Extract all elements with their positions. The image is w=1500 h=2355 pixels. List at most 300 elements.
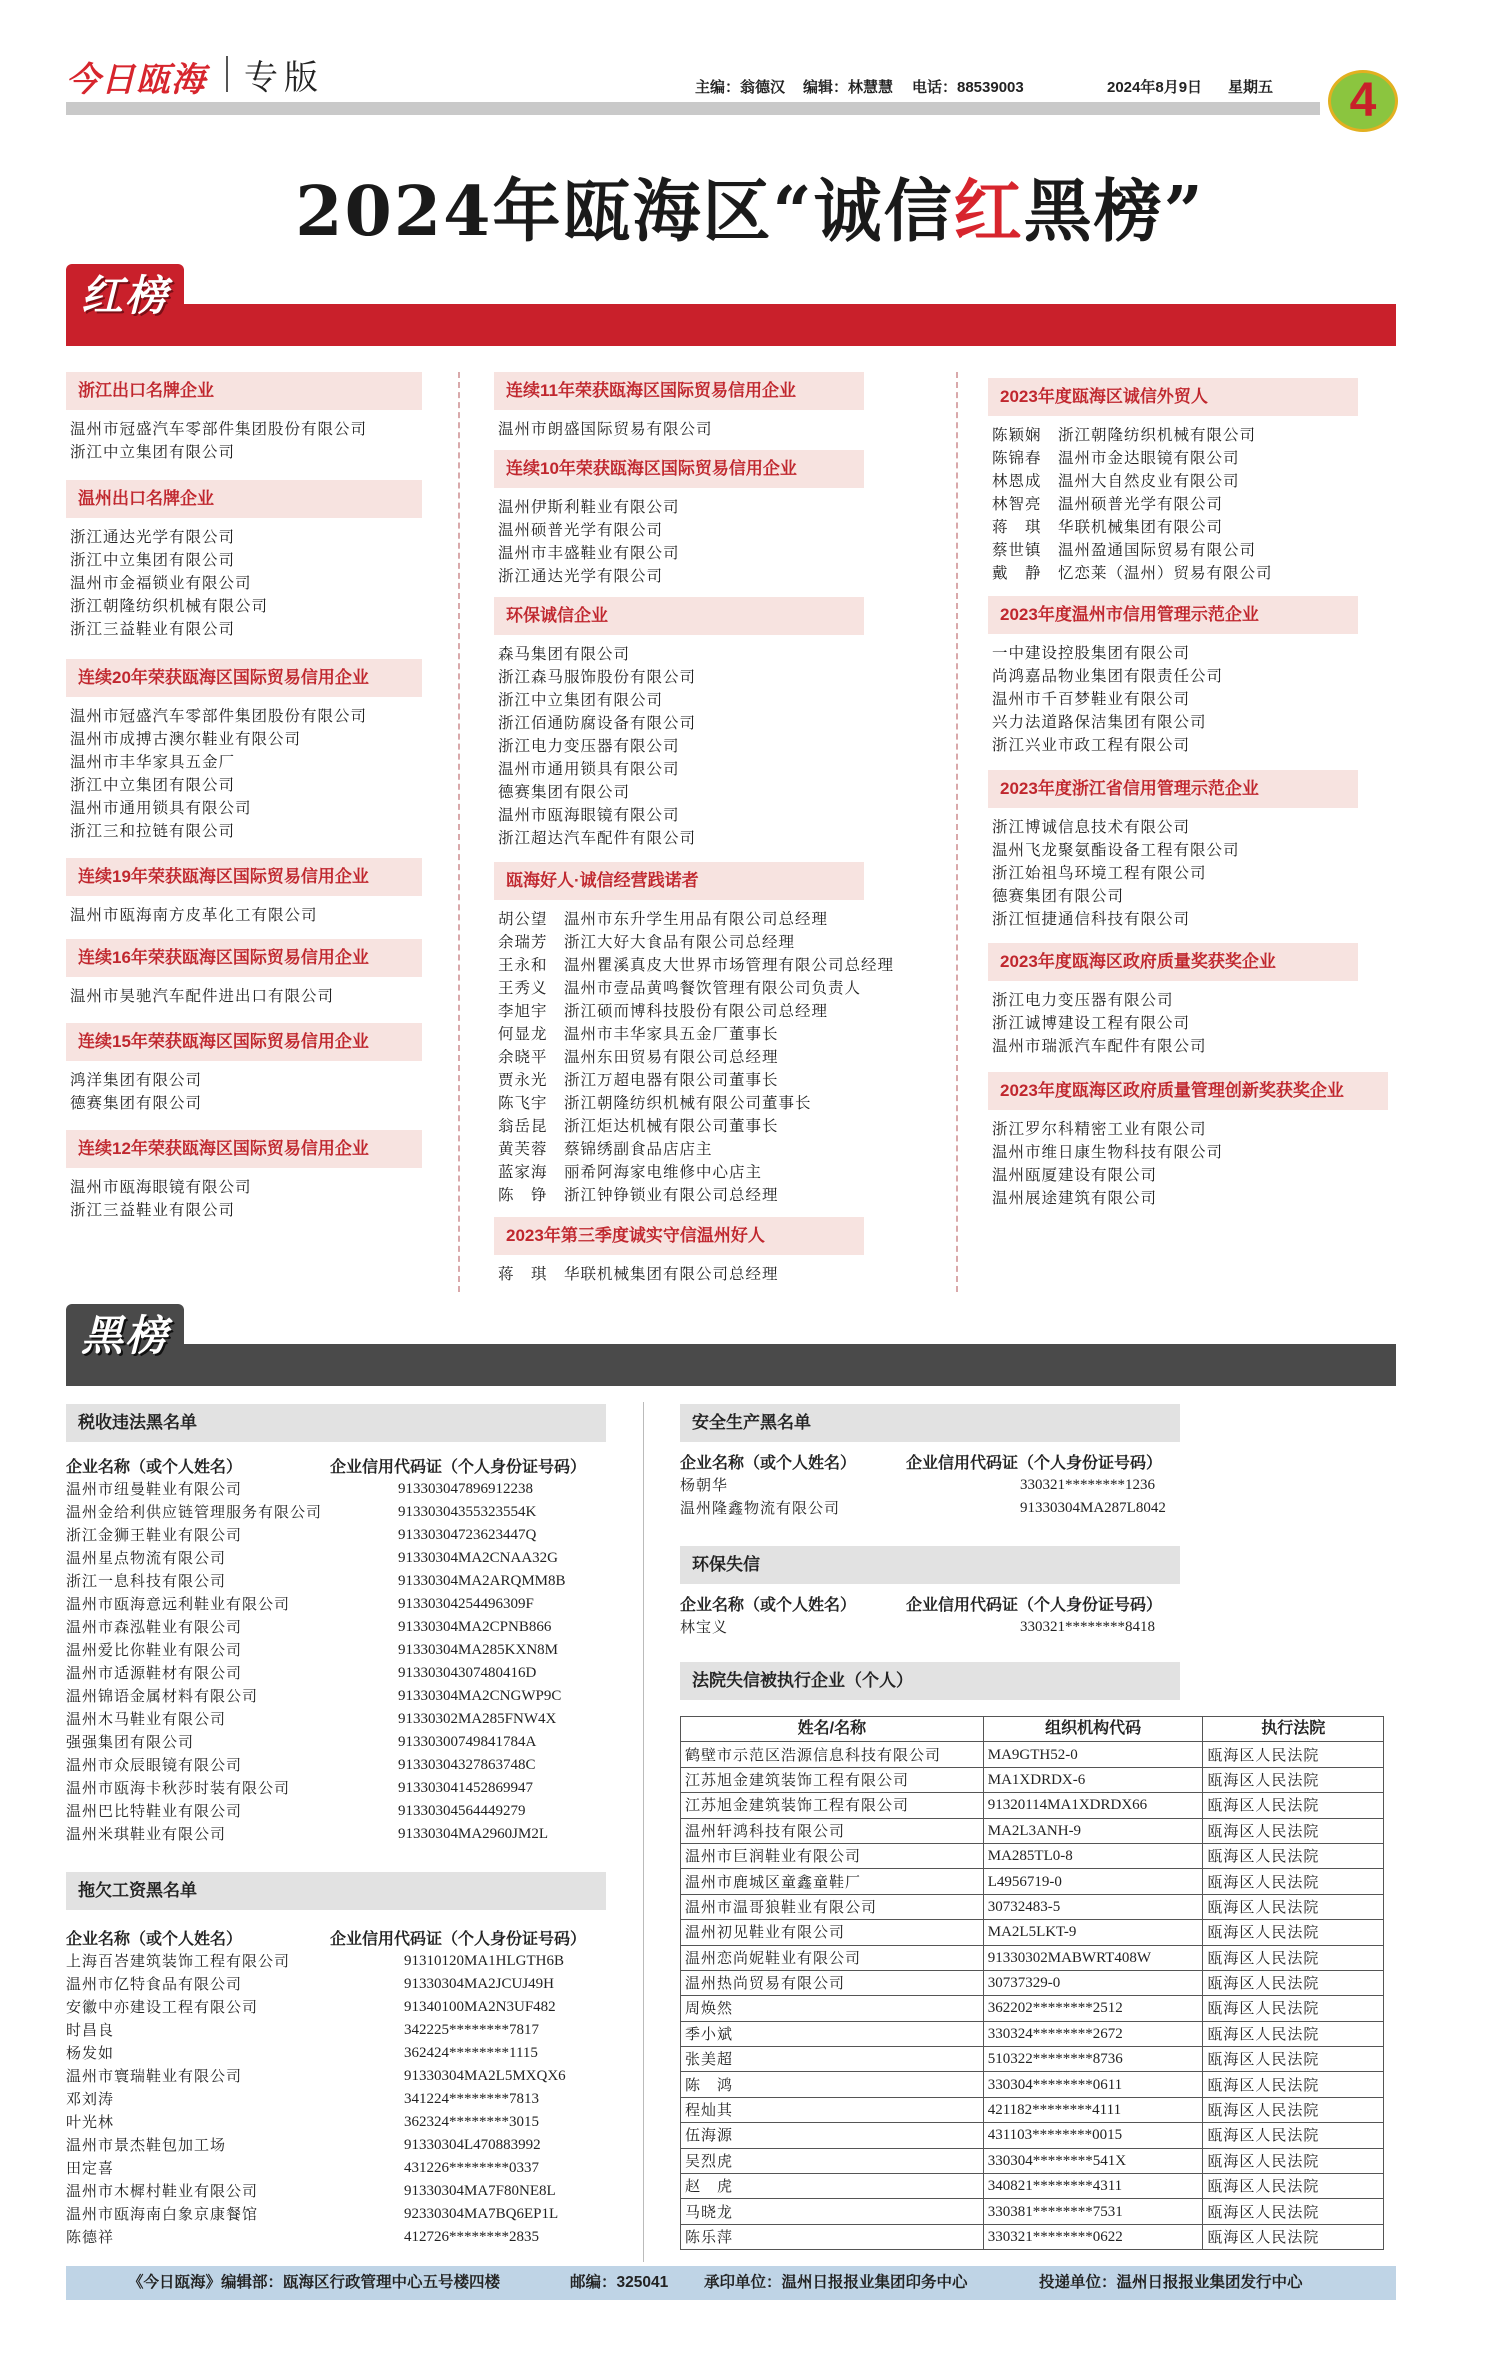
wage-blacklist-rows [66, 1950, 626, 2249]
blacklist-name: 强强集团有限公司 [66, 1733, 195, 1751]
award-block [494, 450, 864, 588]
court-cell-name: 江苏旭金建筑装饰工程有限公司 [681, 1793, 984, 1818]
award-block [66, 1023, 422, 1115]
award-list-item: 温州瓯厦建设有限公司 [992, 1166, 1158, 1184]
award-list-item: 尚鸿嘉品物业集团有限责任公司 [992, 667, 1224, 685]
court-cell-name: 温州市鹿城区童鑫童鞋厂 [681, 1869, 984, 1894]
court-cell-code: 30737329-0 [983, 1970, 1203, 1995]
blacklist-row [680, 1474, 1200, 1497]
award-list-item: 浙江三和拉链有限公司 [70, 822, 236, 840]
award-heading: 连续16年荣获瓯海区国际贸易信用企业 [66, 939, 422, 977]
award-list-item: 浙江朝隆纺织机械有限公司 [70, 597, 269, 615]
award-list-item: 浙江博诚信息技术有限公司 [992, 818, 1191, 836]
blacklist-code: 362424********1115 [404, 2045, 538, 2061]
blacklist-code: 91330304MA2960JM2L [398, 1826, 549, 1842]
blacklist-row [66, 2203, 626, 2226]
blacklist-row [66, 1593, 626, 1616]
court-cell-court: 瓯海区人民法院 [1203, 1767, 1384, 1792]
blacklist-row [66, 2226, 626, 2249]
court-cell-code: 330321********0622 [983, 2224, 1203, 2249]
court-cell-code: 330324********2672 [983, 2021, 1203, 2046]
court-table-row [681, 2097, 1384, 2122]
court-table-row [681, 2123, 1384, 2148]
blacklist-name: 温州市木樨村鞋业有限公司 [66, 2182, 259, 2200]
award-list-item: 陈颖娴 浙江朝隆纺织机械有限公司 [992, 426, 1257, 444]
court-cell-name: 温州轩鸿科技有限公司 [681, 1818, 984, 1843]
court-cell-court: 瓯海区人民法院 [1203, 1818, 1384, 1843]
court-cell-court: 瓯海区人民法院 [1203, 2072, 1384, 2097]
blacklist-row [66, 1996, 626, 2019]
award-list-item: 温州市千百梦鞋业有限公司 [992, 690, 1191, 708]
court-cell-court: 瓯海区人民法院 [1203, 1793, 1384, 1818]
award-list-item: 浙江佰通防腐设备有限公司 [498, 714, 697, 732]
court-table-row [681, 1945, 1384, 1970]
award-block [66, 1130, 422, 1222]
court-cell-name: 陈 鸿 [681, 2072, 984, 2097]
award-block [988, 378, 1388, 585]
award-list-item: 浙江电力变压器有限公司 [498, 737, 680, 755]
court-cell-code: 510322********8736 [983, 2047, 1203, 2072]
court-table-row [681, 1920, 1384, 1945]
blacklist-name: 温州星点物流有限公司 [66, 1549, 227, 1567]
red-list-tag: 红榜 [66, 264, 184, 328]
court-cell-code: 431103********0015 [983, 2123, 1203, 2148]
award-list-item: 贾永光 浙江万超电器有限公司董事长 [498, 1071, 779, 1089]
red-list-banner [66, 304, 1396, 346]
footer-distributor: 投递单位：温州日报报业集团发行中心 [1039, 2274, 1303, 2291]
award-block [66, 939, 422, 1008]
blacklist-name: 叶光林 [66, 2113, 115, 2131]
award-list-item: 温州市成搏古澳尔鞋业有限公司 [70, 730, 302, 748]
court-cell-name: 温州市巨润鞋业有限公司 [681, 1843, 984, 1868]
env-blacklist-rows [680, 1616, 1200, 1639]
award-list-item: 李旭宇 浙江硕而博科技股份有限公司总经理 [498, 1002, 829, 1020]
award-list [66, 977, 422, 1008]
court-cell-court: 瓯海区人民法院 [1203, 2224, 1384, 2249]
award-list-item: 余晓平 温州东田贸易有限公司总经理 [498, 1048, 779, 1066]
court-cell-court: 瓯海区人民法院 [1203, 1920, 1384, 1945]
award-list [494, 410, 864, 441]
award-list-item: 浙江超达汽车配件有限公司 [498, 829, 697, 847]
award-list [988, 808, 1388, 931]
blacklist-name: 温州市适源鞋材有限公司 [66, 1664, 243, 1682]
award-list-item: 浙江三益鞋业有限公司 [70, 1201, 236, 1219]
wage-col-name-header: 企业名称（或个人姓名） [66, 1931, 243, 1948]
court-table-row [681, 1970, 1384, 1995]
blacklist-code: 91330304MA2CNAA32G [398, 1550, 559, 1566]
award-list-item: 温州市瓯海眼镜有限公司 [70, 1178, 252, 1196]
blacklist-row [66, 1501, 626, 1524]
award-list [494, 900, 895, 1207]
award-list-item: 温州市维日康生物科技有限公司 [992, 1143, 1224, 1161]
award-list-item: 陈锦春 温州市金达眼镜有限公司 [992, 449, 1240, 467]
court-cell-name: 温州市温哥狼鞋业有限公司 [681, 1894, 984, 1919]
court-cell-court: 瓯海区人民法院 [1203, 2148, 1384, 2173]
court-cell-name: 赵 虎 [681, 2174, 984, 2199]
award-list-item: 浙江通达光学有限公司 [70, 528, 236, 546]
court-cell-name: 张美超 [681, 2047, 984, 2072]
court-cell-court: 瓯海区人民法院 [1203, 1945, 1384, 1970]
award-heading: 2023年度温州市信用管理示范企业 [988, 596, 1358, 634]
court-table-row [681, 1742, 1384, 1767]
page-title [0, 158, 1500, 255]
blacklist-row [66, 1524, 626, 1547]
blacklist-name: 邓刘涛 [66, 2090, 115, 2108]
footer-postcode: 邮编：325041 [570, 2274, 669, 2291]
blacklist-name: 温州米琪鞋业有限公司 [66, 1825, 227, 1843]
blacklist-name: 温州市寰瑞鞋业有限公司 [66, 2067, 243, 2085]
award-heading: 2023年度浙江省信用管理示范企业 [988, 770, 1358, 808]
court-cell-court: 瓯海区人民法院 [1203, 1970, 1384, 1995]
award-list [66, 518, 422, 641]
award-heading: 2023年度瓯海区政府质量管理创新奖获奖企业 [988, 1072, 1388, 1110]
blacklist-row [66, 1478, 626, 1501]
blacklist-code: 91330304MA2CNGWP9C [398, 1688, 562, 1704]
footer-printer: 承印单位：温州日报报业集团印务中心 [704, 2274, 968, 2291]
blacklist-row [66, 2180, 626, 2203]
blacklist-name: 陈德祥 [66, 2228, 115, 2246]
award-list-item: 温州市丰盛鞋业有限公司 [498, 544, 680, 562]
blacklist-row [66, 2019, 626, 2042]
blacklist-name: 温州爱比你鞋业有限公司 [66, 1641, 243, 1659]
editor-in-chief: 主编：翁德汉 [695, 79, 786, 96]
award-list-item: 鸿洋集团有限公司 [70, 1071, 203, 1089]
award-block [494, 597, 864, 850]
award-list-item: 温州市瑞派汽车配件有限公司 [992, 1037, 1207, 1055]
safety-col-code-header: 企业信用代码证（个人身份证号码） [906, 1455, 1163, 1472]
court-cell-code: 330381********7531 [983, 2199, 1203, 2224]
black-list-banner [66, 1344, 1396, 1386]
blacklist-name: 杨朝华 [680, 1476, 729, 1494]
court-cell-court: 瓯海区人民法院 [1203, 2097, 1384, 2122]
court-table-row [681, 1996, 1384, 2021]
env-col-code-header: 企业信用代码证（个人身份证号码） [906, 1597, 1163, 1614]
award-list-item: 蒋 琪 华联机械集团有限公司总经理 [498, 1265, 779, 1283]
court-cell-court: 瓯海区人民法院 [1203, 2174, 1384, 2199]
blacklist-row [66, 1777, 626, 1800]
award-list-item: 温州市金福锁业有限公司 [70, 574, 252, 592]
blacklist-code: 91330304145286994​7 [398, 1780, 533, 1796]
blacklist-code: 91330304564449279 [398, 1803, 526, 1819]
court-cell-code: MA2L3ANH-9 [983, 1818, 1203, 1843]
award-list-item: 林恩成 温州大自然皮业有限公司 [992, 472, 1240, 490]
blacklist-row [66, 1708, 626, 1731]
award-list-item: 温州市昊驰汽车配件进出口有限公司 [70, 987, 335, 1005]
award-list [988, 416, 1388, 585]
award-list-item: 黄芙蓉 蔡锦绣副食品店店主 [498, 1140, 713, 1158]
court-table-row [681, 1894, 1384, 1919]
red-column-2 [494, 372, 895, 1294]
court-table-row [681, 1818, 1384, 1843]
court-cell-name: 温州热尚贸易有限公司 [681, 1970, 984, 1995]
blacklist-row [66, 1639, 626, 1662]
award-heading: 2023年第三季度诚实守信温州好人 [494, 1217, 864, 1255]
award-list-item: 蒋 琪 华联机械集团有限公司 [992, 518, 1224, 536]
award-list-item: 胡公望 温州市东升学生用品有限公司总经理 [498, 910, 829, 928]
award-list [66, 1168, 422, 1222]
blacklist-row [66, 1754, 626, 1777]
blacklist-code: 91330304MA2JCUJ49H [404, 1976, 555, 1992]
blacklist-name: 温州市景杰鞋包加工场 [66, 2136, 227, 2154]
award-list [988, 1110, 1388, 1210]
blacklist-row [66, 1950, 626, 1973]
court-cell-court: 瓯海区人民法院 [1203, 2199, 1384, 2224]
blacklist-row [66, 2157, 626, 2180]
blacklist-row [66, 1547, 626, 1570]
blacklist-name: 温州市亿特食品有限公司 [66, 1975, 243, 1993]
masthead-rule [66, 102, 1320, 115]
award-list-item: 陈飞宇 浙江朝隆纺织机械有限公司董事长 [498, 1094, 812, 1112]
blacklist-code: 91340100MA2N3UF482 [404, 1999, 556, 2015]
column-divider [458, 372, 460, 1292]
court-table-row [681, 2148, 1384, 2173]
award-block [66, 480, 422, 641]
court-table-body [681, 1742, 1384, 2250]
blacklist-code: 91330304MA287L8042 [1020, 1500, 1166, 1516]
blacklist-name: 林宝义 [680, 1618, 729, 1636]
blacklist-code: 91330302MA285FNW4X [398, 1711, 557, 1727]
award-block [988, 596, 1388, 757]
blacklist-code: 92330304MA7BQ6EP1L [404, 2206, 559, 2222]
red-column-1 [66, 372, 422, 1230]
award-list-item: 浙江中立集团有限公司 [70, 776, 236, 794]
blacklist-code: 342225********7817 [404, 2022, 539, 2038]
award-list-item: 浙江诚博建设工程有限公司 [992, 1014, 1191, 1032]
award-list-item: 浙江罗尔科精密工业有限公司 [992, 1120, 1207, 1138]
award-list-item: 一中建设控股集团有限公司 [992, 644, 1191, 662]
award-heading: 2023年度瓯海区政府质量奖获奖企业 [988, 943, 1358, 981]
blacklist-name: 温州金给利供应链管理服务有限公司 [66, 1503, 323, 1521]
blacklist-code: 91330304MA2CPNB866 [398, 1619, 552, 1635]
blacklist-name: 温州市瓯海卡秋莎时装有限公司 [66, 1779, 291, 1797]
award-list [66, 697, 422, 843]
award-list [494, 635, 864, 850]
award-list-item: 翁岳昆 浙江炬达机械有限公司董事长 [498, 1117, 779, 1135]
award-list-item: 浙江始祖鸟环境工程有限公司 [992, 864, 1207, 882]
award-list [66, 896, 422, 927]
court-cell-code: MA2L5LKT-9 [983, 1920, 1203, 1945]
page-number-badge: 4 [1328, 70, 1398, 132]
blacklist-code: 412726********2835 [404, 2229, 539, 2245]
court-header-court: 执行法院 [1203, 1717, 1384, 1742]
blacklist-row [66, 2065, 626, 2088]
court-cell-court: 瓯海区人民法院 [1203, 2021, 1384, 2046]
blacklist-name: 温州隆鑫物流有限公司 [680, 1499, 841, 1517]
award-list-item: 德赛集团有限公司 [992, 887, 1125, 905]
blacklist-name: 浙江一息科技有限公司 [66, 1572, 227, 1590]
court-table-row [681, 1793, 1384, 1818]
award-list-item: 温州市朗盛国际贸易有限公司 [498, 420, 713, 438]
blacklist-row [680, 1497, 1200, 1520]
court-cell-name: 鹤壁市示范区浩源信息科技有限公司 [681, 1742, 984, 1767]
award-list-item: 德赛集团有限公司 [70, 1094, 203, 1112]
blacklist-name: 温州木马鞋业有限公司 [66, 1710, 227, 1728]
blacklist-code: 91330300749841784A [398, 1734, 537, 1750]
footer-bar [66, 2266, 1396, 2300]
court-cell-name: 季小斌 [681, 2021, 984, 2046]
award-list [66, 1061, 422, 1115]
blacklist-row [66, 1800, 626, 1823]
court-cell-name: 温州恋尚妮鞋业有限公司 [681, 1945, 984, 1970]
award-list [988, 634, 1388, 757]
award-list-item: 陈 铮 浙江钟铮锁业有限公司总经理 [498, 1186, 779, 1204]
blacklist-name: 田定喜 [66, 2159, 115, 2177]
court-cell-name: 陈乐萍 [681, 2224, 984, 2249]
court-blacklist-heading: 法院失信被执行企业（个人） [680, 1662, 1180, 1700]
court-cell-court: 瓯海区人民法院 [1203, 1869, 1384, 1894]
court-cell-name: 程灿其 [681, 2097, 984, 2122]
award-block [494, 372, 864, 441]
award-list-item: 温州市瓯海眼镜有限公司 [498, 806, 680, 824]
section-name: 专版 [244, 58, 324, 98]
court-cell-code: 330304********0611 [983, 2072, 1203, 2097]
blacklist-name: 温州锦语金属材料有限公司 [66, 1687, 259, 1705]
award-list-item: 温州硕普光学有限公司 [498, 521, 664, 539]
title-suffix: 黑榜” [1023, 172, 1205, 252]
award-list-item: 浙江电力变压器有限公司 [992, 991, 1174, 1009]
award-block [988, 1072, 1388, 1210]
blacklist-code: 91330304355323554K [398, 1504, 537, 1520]
issue-date: 2024年8月9日 [1107, 79, 1203, 96]
court-cell-code: L4956719-0 [983, 1869, 1203, 1894]
blacklist-name: 温州市瓯海意远利鞋业有限公司 [66, 1595, 291, 1613]
blacklist-name: 上海百峇建筑装饰工程有限公司 [66, 1952, 291, 1970]
blacklist-code: 91330304MA285KXN8M [398, 1642, 559, 1658]
court-cell-name: 马晓龙 [681, 2199, 984, 2224]
award-list-item: 浙江三益鞋业有限公司 [70, 620, 236, 638]
award-list-item: 温州市丰华家具五金厂 [70, 753, 236, 771]
title-prefix: 2024年瓯海区“诚信 [295, 172, 954, 252]
court-cell-court: 瓯海区人民法院 [1203, 2047, 1384, 2072]
blacklist-row [66, 1973, 626, 1996]
blacklist-code: 91330304L470883992 [404, 2137, 541, 2153]
award-list-item: 浙江中立集团有限公司 [498, 691, 664, 709]
award-list-item: 浙江通达光学有限公司 [498, 567, 664, 585]
wage-blacklist-heading: 拖欠工资黑名单 [66, 1872, 606, 1910]
court-cell-name: 周焕然 [681, 1996, 984, 2021]
blacklist-row [66, 2042, 626, 2065]
award-list-item: 王永和 温州瞿溪真皮大世界市场管理有限公司总经理 [498, 956, 895, 974]
safety-blacklist-heading: 安全生产黑名单 [680, 1404, 1180, 1442]
blacklist-name: 温州巴比特鞋业有限公司 [66, 1802, 243, 1820]
court-cell-name: 伍海源 [681, 2123, 984, 2148]
blacklist-row [66, 1823, 626, 1846]
blacklist-code: 431226********0337 [404, 2160, 539, 2176]
award-list [494, 488, 864, 588]
award-block [988, 943, 1388, 1058]
court-cell-court: 瓯海区人民法院 [1203, 1843, 1384, 1868]
masthead-logo: 今日瓯海 [66, 60, 206, 100]
blacklist-code: 91330304MA7F80NE8L [404, 2183, 556, 2199]
blacklist-row [66, 2111, 626, 2134]
award-heading: 连续19年荣获瓯海区国际贸易信用企业 [66, 858, 422, 896]
tax-col-name-header: 企业名称（或个人姓名） [66, 1459, 243, 1476]
court-cell-court: 瓯海区人民法院 [1203, 2123, 1384, 2148]
blacklist-row [66, 1685, 626, 1708]
award-heading: 2023年度瓯海区诚信外贸人 [988, 378, 1358, 416]
title-red-char: 红 [953, 172, 1024, 252]
safety-blacklist-rows [680, 1474, 1200, 1520]
award-list-item: 温州展途建筑有限公司 [992, 1189, 1158, 1207]
award-list-item: 兴力法道路保洁集团有限公司 [992, 713, 1207, 731]
wage-col-code-header: 企业信用代码证（个人身份证号码） [330, 1931, 587, 1948]
env-blacklist-heading: 环保失信 [680, 1546, 1180, 1584]
court-table-row [681, 1767, 1384, 1792]
award-heading: 连续10年荣获瓯海区国际贸易信用企业 [494, 450, 864, 488]
award-list-item: 余瑞芳 浙江大好大食品有限公司总经理 [498, 933, 796, 951]
blacklist-row [66, 1731, 626, 1754]
award-heading: 连续12年荣获瓯海区国际贸易信用企业 [66, 1130, 422, 1168]
award-block [66, 858, 422, 927]
blacklist-name: 杨发如 [66, 2044, 115, 2062]
court-cell-court: 瓯海区人民法院 [1203, 1742, 1384, 1767]
blacklist-row [66, 1662, 626, 1685]
award-block [494, 1217, 864, 1286]
court-table-row [681, 2047, 1384, 2072]
award-list-item: 德赛集团有限公司 [498, 783, 631, 801]
blacklist-row [66, 2134, 626, 2157]
tax-col-code-header: 企业信用代码证（个人身份证号码） [330, 1459, 587, 1476]
award-list-item: 浙江中立集团有限公司 [70, 551, 236, 569]
court-cell-code: MA1XDRDX-6 [983, 1767, 1203, 1792]
court-cell-code: 340821********4311 [983, 2174, 1203, 2199]
blacklist-row [66, 1570, 626, 1593]
award-list-item: 森马集团有限公司 [498, 645, 631, 663]
blacklist-row [66, 2088, 626, 2111]
court-table-header-row [681, 1717, 1384, 1742]
award-heading: 浙江出口名牌企业 [66, 372, 422, 410]
court-cell-code: 91330302MABWRT408W [983, 1945, 1203, 1970]
column-divider [956, 372, 958, 1292]
award-list [66, 410, 422, 464]
court-cell-code: MA285TL0-8 [983, 1843, 1203, 1868]
blacklist-code: 91330304MA2L5MXQX6 [404, 2068, 566, 2084]
award-heading: 温州出口名牌企业 [66, 480, 422, 518]
blacklist-code: 91330304307480416D [398, 1665, 537, 1681]
masthead-divider [226, 56, 228, 92]
blacklist-code: 91330304789691223​8 [398, 1481, 533, 1497]
weekday: 星期五 [1228, 79, 1274, 96]
court-table-row [681, 2199, 1384, 2224]
award-list-item: 浙江恒捷通信科技有限公司 [992, 910, 1191, 928]
safety-col-name-header: 企业名称（或个人姓名） [680, 1455, 857, 1472]
award-block [494, 862, 895, 1207]
court-cell-court: 瓯海区人民法院 [1203, 1996, 1384, 2021]
blacklist-code: 91330304723623447Q [398, 1527, 537, 1543]
court-cell-name: 吴烈虎 [681, 2148, 984, 2173]
black-column-divider [643, 1402, 644, 2262]
award-list-item: 温州市通用锁具有限公司 [70, 799, 252, 817]
blacklist-name: 温州市众辰眼镜有限公司 [66, 1756, 243, 1774]
award-list-item: 戴 静 忆恋莱（温州）贸易有限公司 [992, 564, 1273, 582]
award-list-item: 浙江兴业市政工程有限公司 [992, 736, 1191, 754]
award-list-item: 浙江中立集团有限公司 [70, 443, 236, 461]
env-col-name-header: 企业名称（或个人姓名） [680, 1597, 857, 1614]
award-heading: 瓯海好人·诚信经营践诺者 [494, 862, 864, 900]
court-cell-code: 421182********4111 [983, 2097, 1203, 2122]
award-list [988, 981, 1388, 1058]
court-table-row [681, 2174, 1384, 2199]
court-cell-code: 362202********2512 [983, 1996, 1203, 2021]
black-list-tag: 黑榜 [66, 1304, 184, 1368]
award-list-item: 温州飞龙聚氨酯设备工程有限公司 [992, 841, 1240, 859]
court-cell-code: 330304********541X [983, 2148, 1203, 2173]
court-cell-court: 瓯海区人民法院 [1203, 1894, 1384, 1919]
award-heading: 连续20年荣获瓯海区国际贸易信用企业 [66, 659, 422, 697]
tax-blacklist-heading: 税收违法黑名单 [66, 1404, 606, 1442]
court-table-row [681, 2021, 1384, 2046]
blacklist-code: 341224********7813 [404, 2091, 539, 2107]
